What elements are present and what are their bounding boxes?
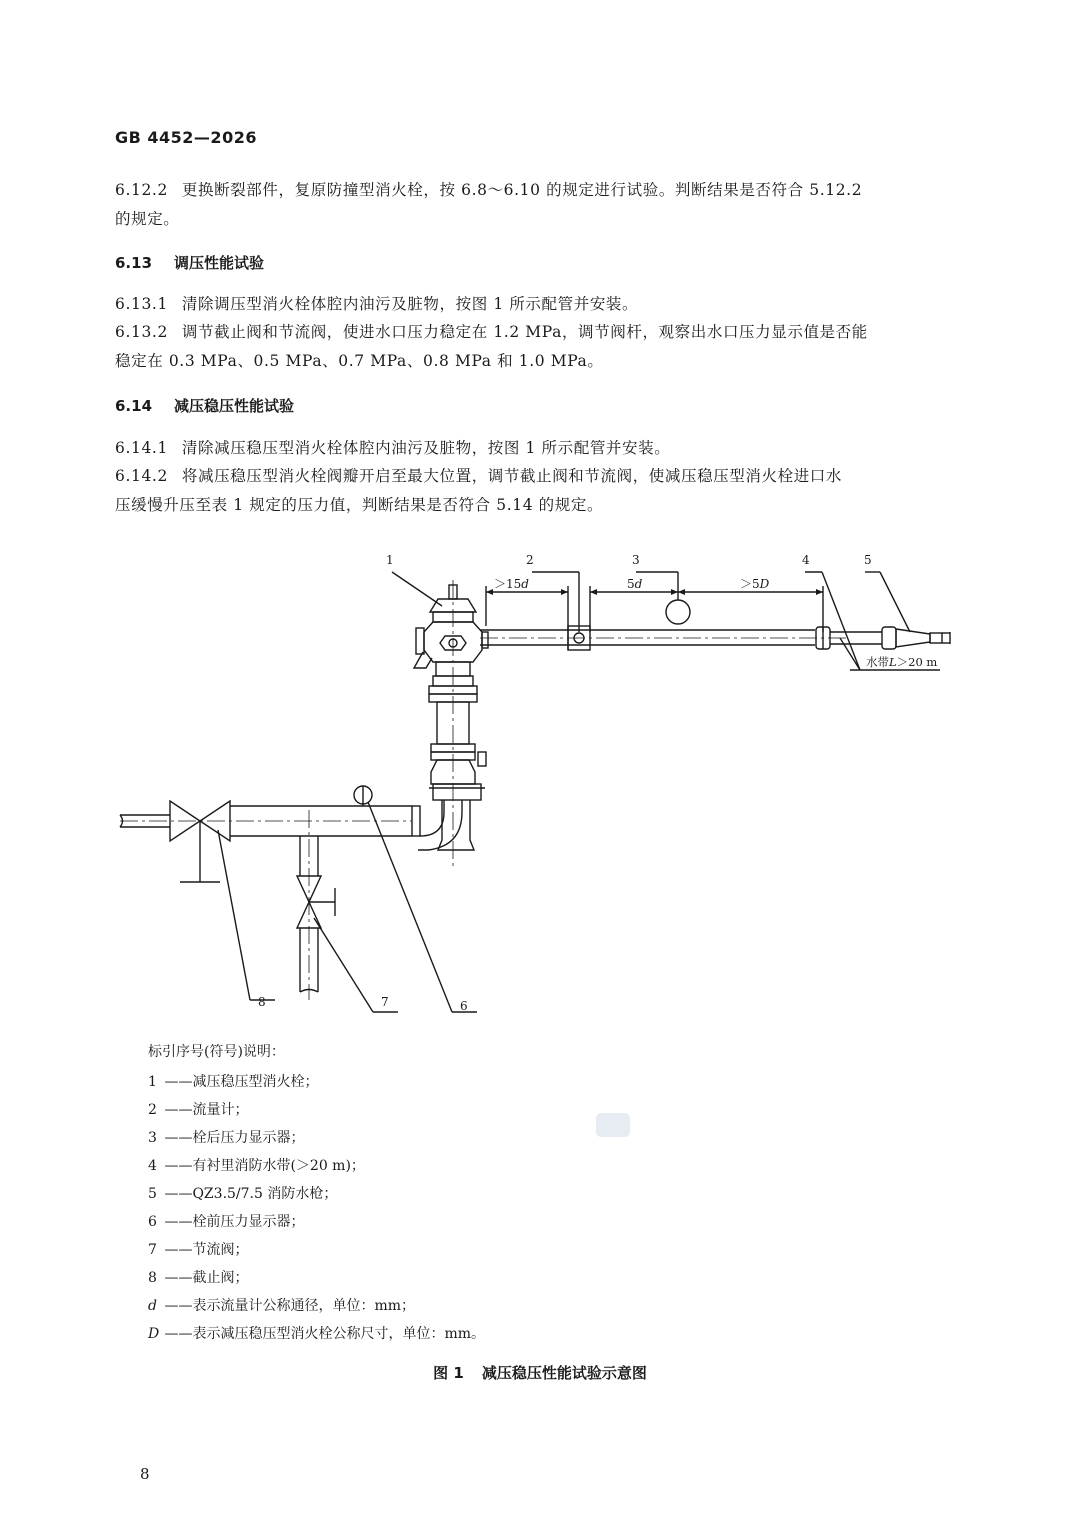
clause-text: 将减压稳压型消火栓阀瓣开启至最大位置，调节截止阀和节流阀，使减压稳压型消火栓进口水 bbox=[181, 467, 843, 485]
legend-symbol: d bbox=[148, 1298, 157, 1314]
legend-item bbox=[148, 1295, 415, 1315]
legend-symbol: 3 bbox=[148, 1130, 157, 1146]
legend-item bbox=[148, 1099, 248, 1119]
clause-6-13-1 bbox=[115, 290, 955, 319]
callout-2: 2 bbox=[526, 553, 534, 567]
legend-symbol: 4 bbox=[148, 1158, 157, 1174]
legend-symbol: 1 bbox=[148, 1074, 157, 1090]
legend-item bbox=[148, 1239, 248, 1259]
legend-description: ——节流阀； bbox=[164, 1242, 249, 1258]
clause-number: 6.13.2 bbox=[115, 323, 168, 341]
legend-item bbox=[148, 1127, 304, 1147]
legend-item bbox=[148, 1267, 248, 1287]
section-title: 减压稳压性能试验 bbox=[174, 397, 295, 415]
legend-description: ——表示流量计公称通径，单位：mm； bbox=[164, 1298, 416, 1314]
legend-symbol: D bbox=[148, 1326, 160, 1342]
callout-3: 3 bbox=[632, 553, 640, 567]
legend-item bbox=[148, 1183, 337, 1203]
watermark-logo bbox=[596, 1113, 630, 1137]
section-title: 调压性能试验 bbox=[174, 254, 265, 272]
legend-symbol: 8 bbox=[148, 1270, 157, 1286]
callout-6: 6 bbox=[460, 999, 468, 1013]
clause-number: 6.12.2 bbox=[115, 181, 168, 199]
figure-caption-title: 减压稳压性能试验示意图 bbox=[481, 1364, 647, 1382]
test-setup-diagram bbox=[100, 540, 960, 1020]
clause-number: 6.14.2 bbox=[115, 467, 168, 485]
dimension-label-1: ＞15d bbox=[494, 577, 529, 591]
clause-text: 压缓慢升压至表 1 规定的压力值，判断结果是否符合 5.14 的规定。 bbox=[115, 496, 604, 514]
callout-8: 8 bbox=[258, 995, 266, 1009]
legend-description: ——流量计； bbox=[164, 1102, 249, 1118]
callout-1: 1 bbox=[386, 553, 394, 567]
standard-number: GB 4452—2026 bbox=[115, 128, 257, 147]
figure-caption bbox=[0, 1362, 1080, 1383]
legend-item bbox=[148, 1071, 318, 1091]
hose-length-label: 水带L＞20 m bbox=[866, 655, 938, 669]
section-heading-6-13 bbox=[115, 252, 264, 273]
legend-description: ——QZ3.5/7.5 消防水枪； bbox=[164, 1186, 338, 1202]
clause-6-14-1 bbox=[115, 434, 955, 463]
clause-text: 清除调压型消火栓体腔内油污及脏物，按图 1 所示配管并安装。 bbox=[181, 295, 639, 313]
clause-text: 的规定。 bbox=[115, 210, 180, 228]
clause-number: 6.13.1 bbox=[115, 295, 168, 313]
callout-5: 5 bbox=[864, 553, 872, 567]
legend-item bbox=[148, 1211, 304, 1231]
legend-item bbox=[148, 1323, 485, 1343]
legend-description: ——减压稳压型消火栓； bbox=[164, 1074, 319, 1090]
dimension-label-3: ＞5D bbox=[740, 577, 770, 591]
clause-text: 稳定在 0.3 MPa、0.5 MPa、0.7 MPa、0.8 MPa 和 1.0 MPa。 bbox=[115, 352, 604, 370]
clause-text: 调节截止阀和节流阀，使进水口压力稳定在 1.2 MPa，调节阀杆，观察出水口压力显示值是否能 bbox=[181, 323, 868, 341]
callout-7: 7 bbox=[381, 995, 389, 1009]
legend-symbol: 5 bbox=[148, 1186, 157, 1202]
figure-caption-label: 图 1 bbox=[433, 1364, 464, 1382]
legend-description: ——表示减压稳压型消火栓公称尺寸，单位：mm。 bbox=[164, 1326, 486, 1342]
legend-title: 标引序号(符号)说明： bbox=[148, 1044, 285, 1060]
clause-6-12-2 bbox=[115, 176, 955, 234]
legend-description: ——有衬里消防水带(＞20 m)； bbox=[164, 1158, 365, 1174]
legend-description: ——栓后压力显示器； bbox=[164, 1130, 305, 1146]
section-heading-6-14 bbox=[115, 395, 294, 416]
legend-symbol: 2 bbox=[148, 1102, 157, 1118]
clause-6-14-2 bbox=[115, 462, 955, 520]
section-number: 6.14 bbox=[115, 397, 153, 415]
page-number: 8 bbox=[140, 1465, 150, 1483]
clause-text: 清除减压稳压型消火栓体腔内油污及脏物，按图 1 所示配管并安装。 bbox=[181, 439, 671, 457]
callout-4: 4 bbox=[802, 553, 810, 567]
section-number: 6.13 bbox=[115, 254, 153, 272]
clause-6-13-2 bbox=[115, 318, 955, 376]
clause-text: 更换断裂部件，复原防撞型消火栓，按 6.8～6.10 的规定进行试验。判断结果是否符合 5.12.2 bbox=[181, 181, 863, 199]
legend-description: ——栓前压力显示器； bbox=[164, 1214, 305, 1230]
clause-number: 6.14.1 bbox=[115, 439, 168, 457]
legend-item bbox=[148, 1155, 365, 1175]
legend-symbol: 6 bbox=[148, 1214, 157, 1230]
legend-description: ——截止阀； bbox=[164, 1270, 249, 1286]
legend-symbol: 7 bbox=[148, 1242, 157, 1258]
dimension-label-2: 5d bbox=[627, 577, 643, 591]
